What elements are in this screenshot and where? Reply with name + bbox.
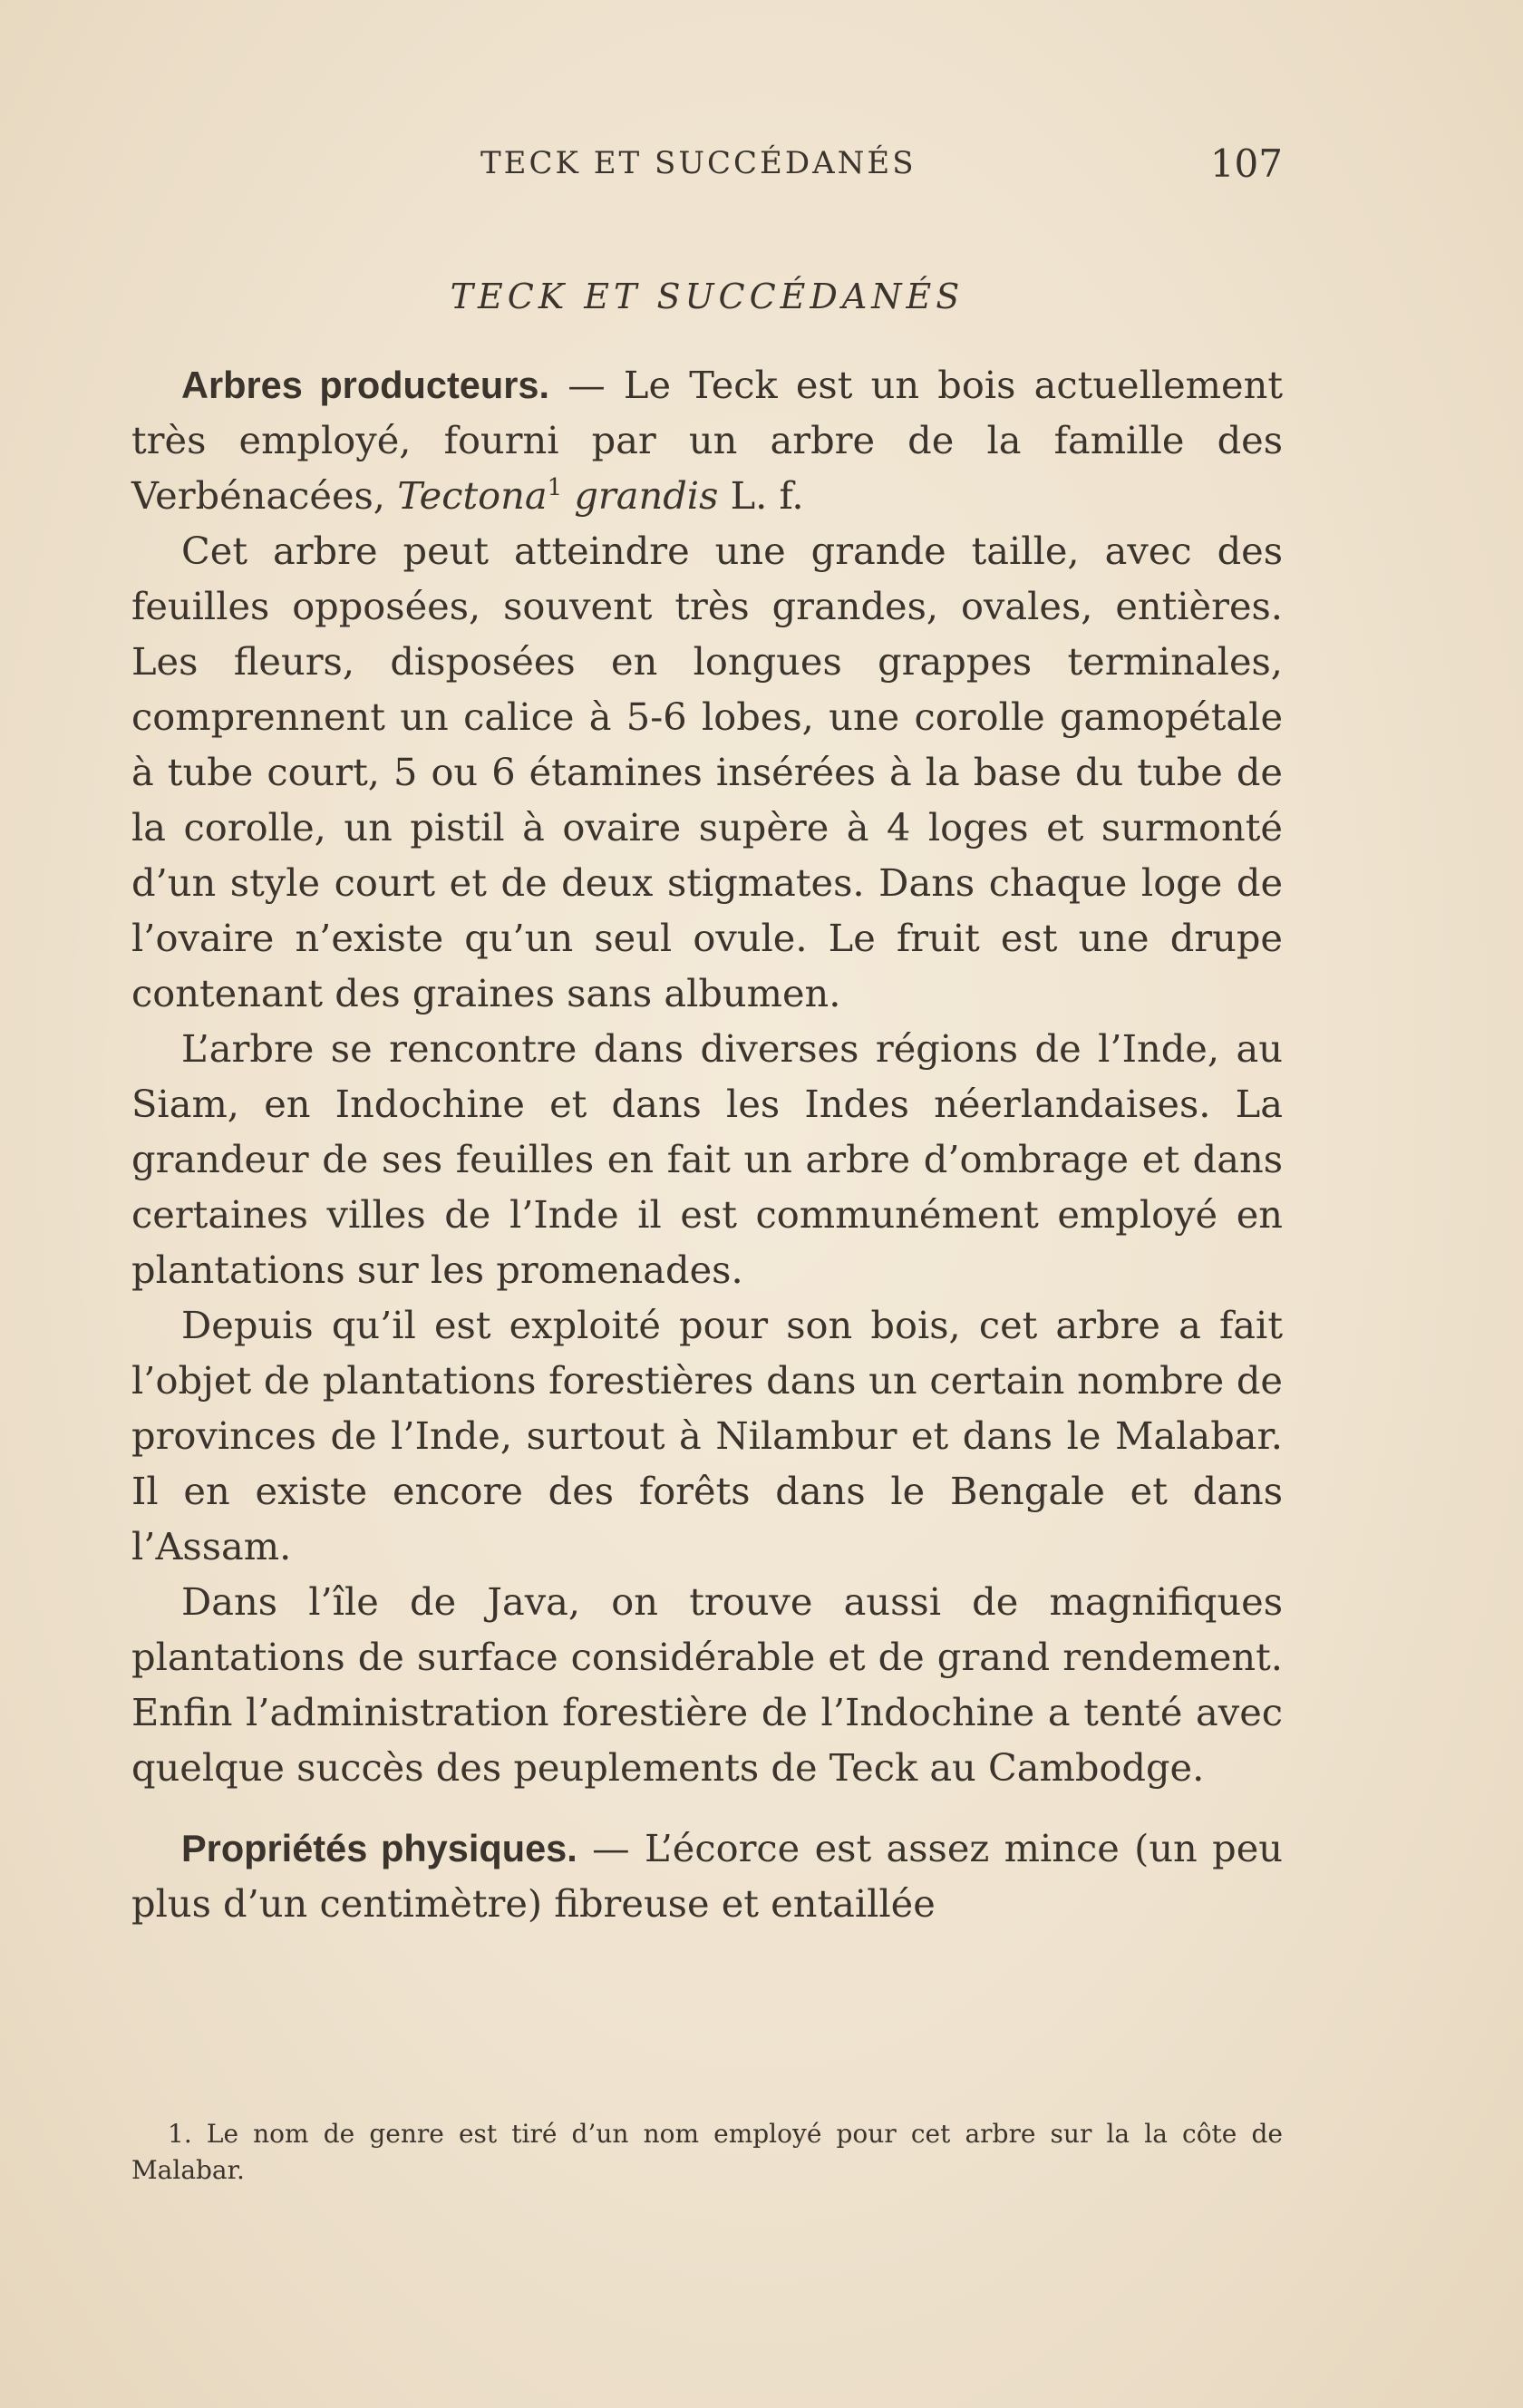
- running-title: TECK ET SUCCÉDANÉS: [480, 145, 917, 181]
- paragraph-text: — Le Teck est un bois actuellement très employé, fourni par un arbre de la famille des Verbénacées,: [131, 363, 1283, 518]
- body-text: [131, 357, 1283, 1931]
- paragraph: Cet arbre peut atteindre une grande taille, avec des feuilles opposées, souvent très grandes, ovales, entières. Les fleurs, disposées en longues grappes terminales, comprennent un calice à 5-6 lobes, une corolle gamopétale à tube court, 5 ou 6 étamines insérées à la base du tube de la corolle, un pistil à ovaire supère à 4 loges et surmonté d’un style court et de deux stigmates. Dans chaque loge de l’ovaire n’existe qu’un seul ovule. Le fruit est une drupe contenant des graines sans albumen.: [131, 529, 1283, 1015]
- footnote-paragraph: [131, 2116, 1283, 2189]
- chapter-title: TECK ET SUCCÉDANÉS: [450, 277, 965, 316]
- paragraph: Depuis qu’il est exploité pour son bois, cet arbre a fait l’objet de plantations forestières dans un certain nombre de provinces de l’Inde, surtout à Nilambur et dans le Malabar. Il en existe encore des forêts dans le Bengale et dans l’Assam.: [131, 1303, 1283, 1568]
- footnote: [131, 2116, 1283, 2189]
- paragraph-text: — L’écorce est assez mince (un peu plus d’un centimètre) fibreuse et entaillée: [131, 1826, 1283, 1926]
- footnote-text: Le nom de genre est tiré d’un nom employé pour cet arbre sur la la côte de Malabar.: [131, 2119, 1283, 2185]
- genus-name: Tectona: [397, 473, 548, 518]
- paragraph: Dans l’île de Java, on trouve aussi de magnifiques plantations de surface considérable et de grand rendement. Enfin l’administration forestière de l’Indochine a tenté avec quelque succès des peuplements de Teck au Cambodge.: [131, 1579, 1283, 1790]
- paragraph: L’arbre se rencontre dans diverses régions de l’Inde, au Siam, en Indochine et dans les Indes néerlandaises. La grandeur de ses feuilles en fait un arbre d’ombrage et dans certaines villes de l’Inde il est communément employé en plantations sur les promenades.: [131, 1026, 1283, 1292]
- page-number: 107: [1209, 141, 1283, 186]
- section-heading-proprietes-physiques: Propriétés physiques.: [181, 1827, 577, 1869]
- footnote-number: 1.: [168, 2119, 192, 2149]
- section-heading-arbres-producteurs: Arbres producteurs.: [181, 364, 549, 406]
- paragraph: [131, 357, 1283, 523]
- running-header: [131, 141, 1283, 190]
- species-name: grandis: [574, 473, 719, 518]
- paragraph: [131, 1821, 1283, 1931]
- paragraph-text: L. f.: [718, 473, 804, 518]
- footnote-reference[interactable]: 1: [547, 474, 563, 502]
